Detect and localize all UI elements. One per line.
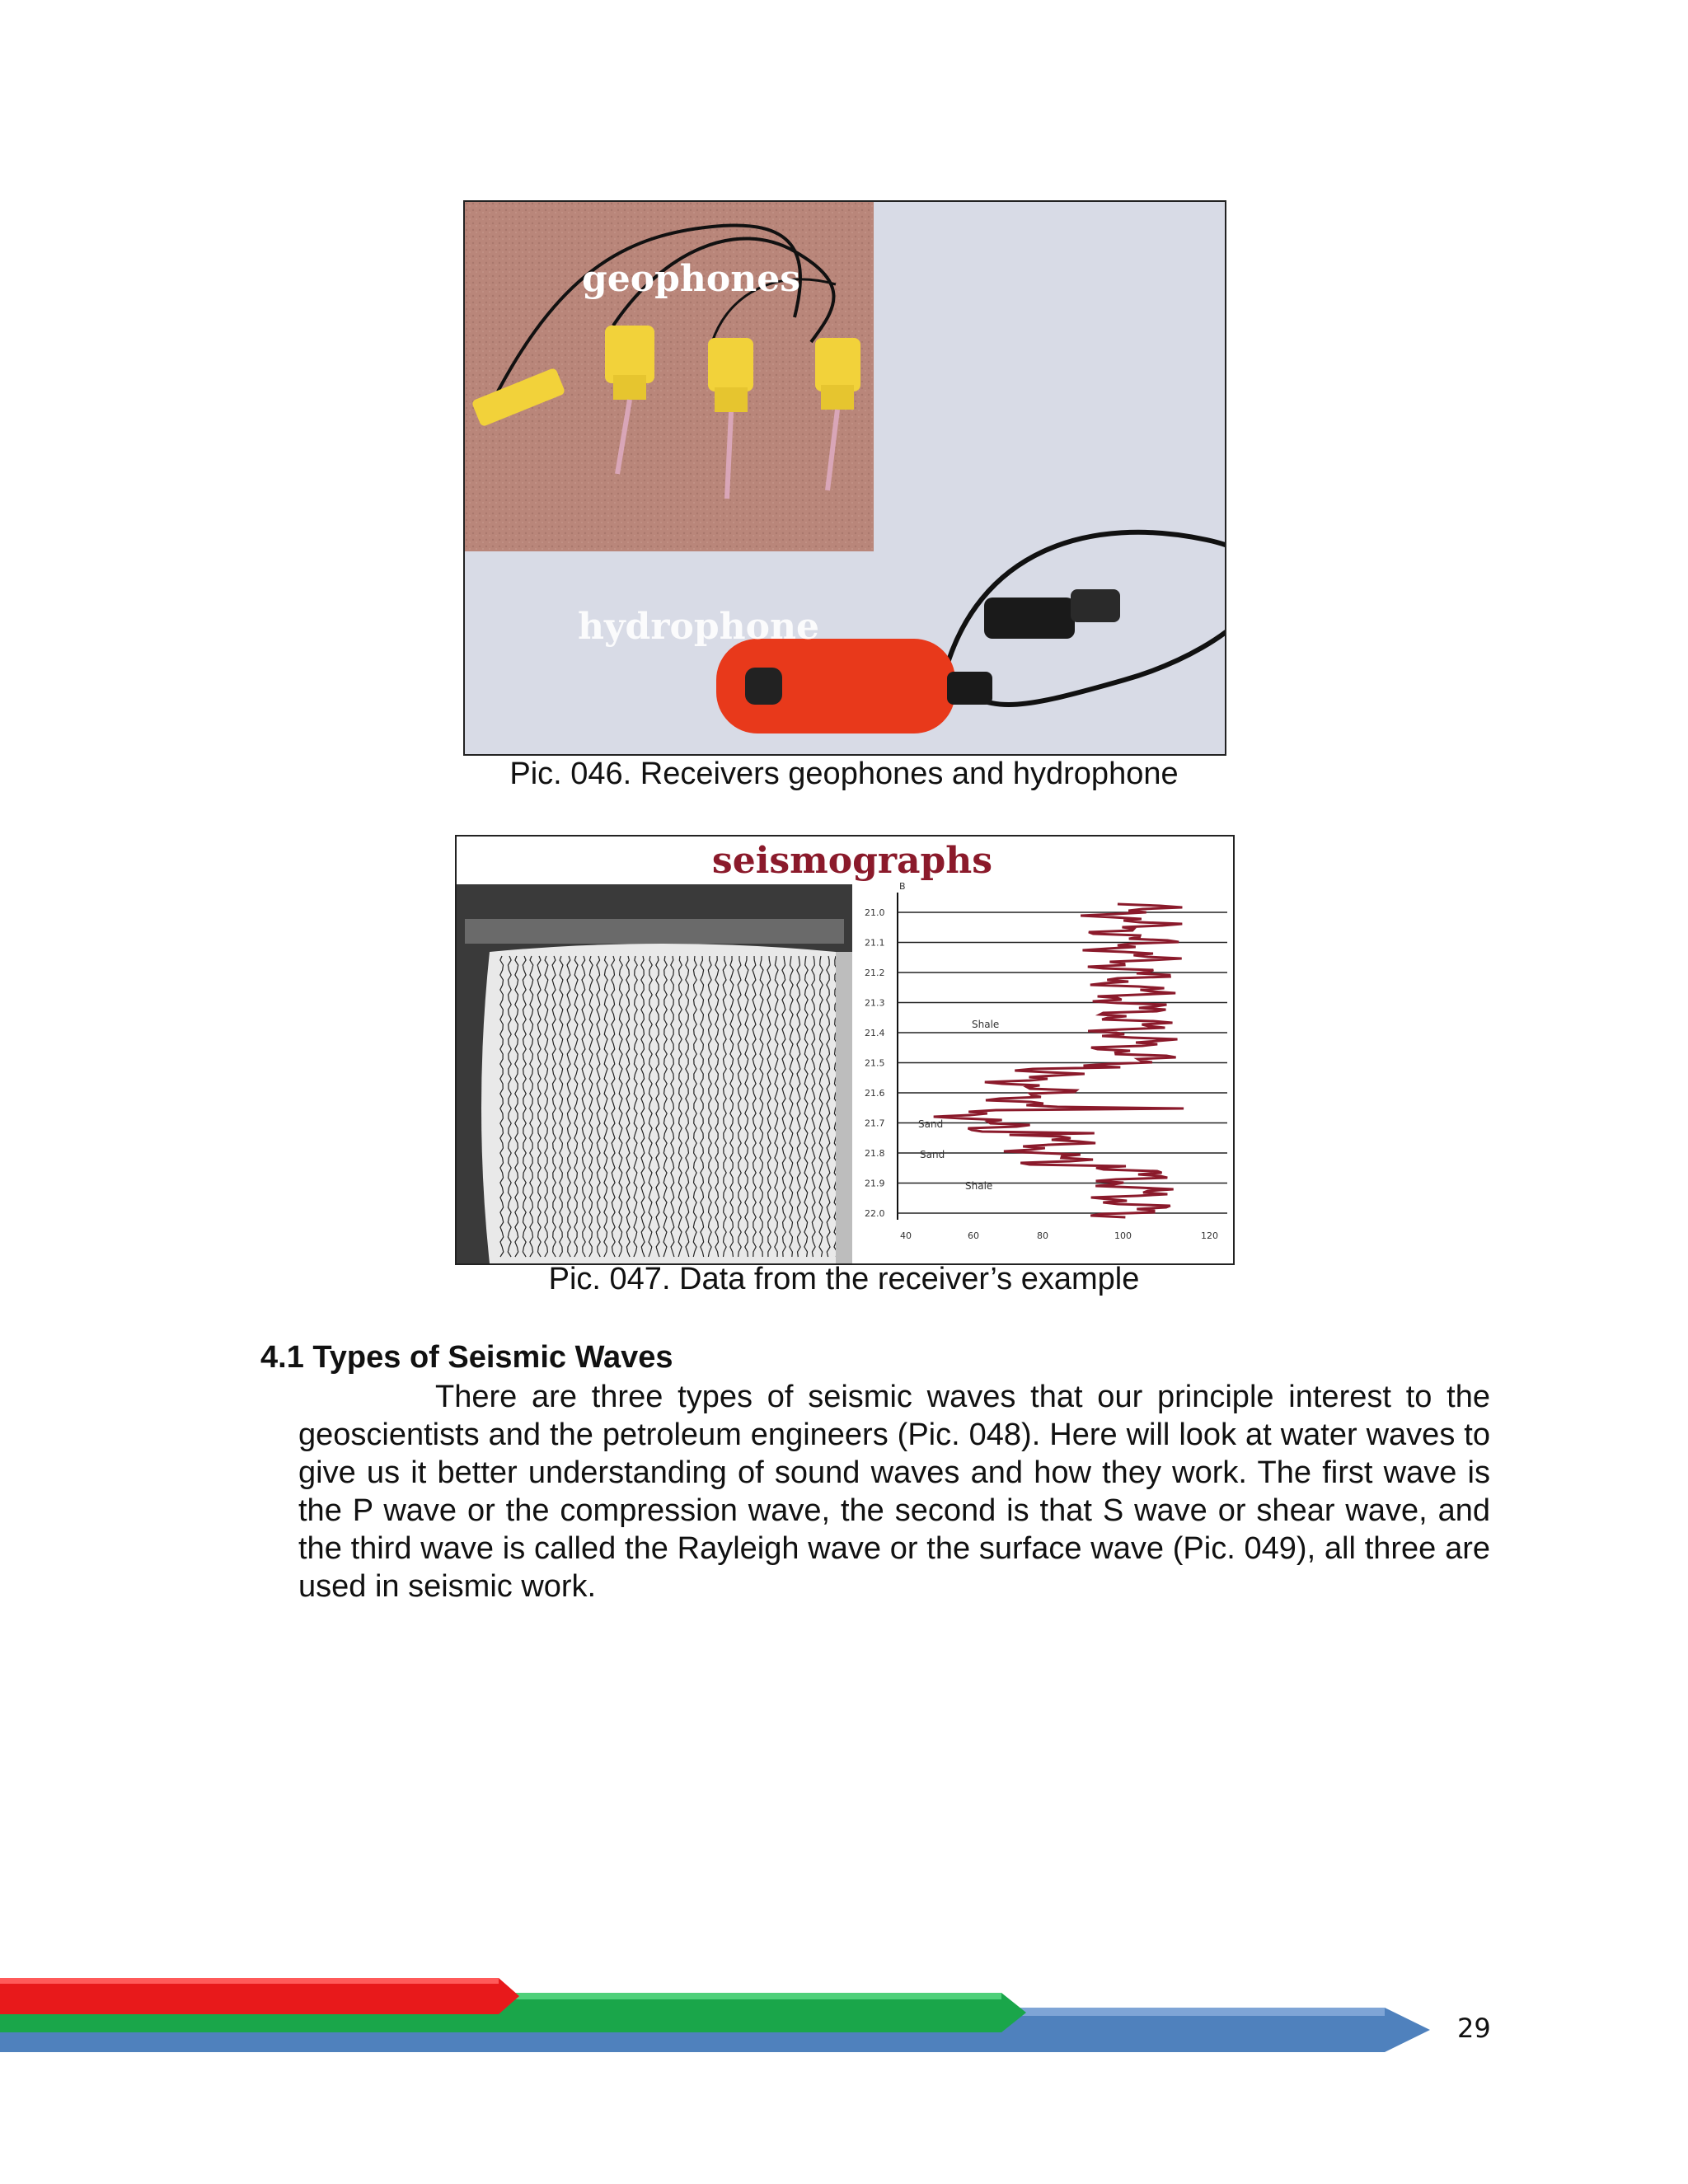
geophones-hydrophone-photo bbox=[463, 200, 1226, 756]
x-tick-label: 40 bbox=[900, 1230, 912, 1241]
footer-decoration bbox=[0, 1970, 1451, 2069]
y-tick-label: 21.7 bbox=[865, 1118, 885, 1129]
y-tick-label: 21.1 bbox=[865, 937, 885, 949]
annotation-sand-1: Sand bbox=[918, 1118, 944, 1130]
annotation-sand-2: Sand bbox=[920, 1149, 945, 1160]
figure-047-caption: Pic. 047. Data from the receiver’s example bbox=[548, 1262, 1140, 1296]
section-heading: 4.1 Types of Seismic Waves bbox=[260, 1340, 673, 1375]
y-tick-label: 21.6 bbox=[865, 1088, 885, 1099]
seismographs-title: seismographs bbox=[711, 840, 993, 882]
x-tick-label: 80 bbox=[1037, 1230, 1048, 1241]
x-tick-label: 100 bbox=[1114, 1230, 1132, 1241]
photo-illustration bbox=[465, 202, 1225, 754]
y-tick-label: 21.4 bbox=[865, 1028, 885, 1038]
page-number: 29 bbox=[1457, 2013, 1491, 2044]
y-tick-label: 21.0 bbox=[865, 907, 885, 918]
annotation-shale-1: Shale bbox=[972, 1019, 1000, 1030]
annotation-shale-2: Shale bbox=[965, 1180, 993, 1192]
x-tick-label: 60 bbox=[968, 1230, 979, 1241]
seismographs-figure bbox=[455, 835, 1235, 1265]
y-tick-label: 21.8 bbox=[865, 1148, 885, 1159]
section-paragraph: There are three types of seismic waves that our principle interest to the geoscientists and the petroleum engineers (Pic. 048). Here will look at water waves to give us it better understanding of sound waves and how they work. The first wave is the P wave or the compression wave, the second is that S wave or shear wave, and the third wave is called the Rayleigh wave or the surface wave (Pic. 049), all three are used in seismic work. bbox=[298, 1380, 1490, 1604]
y-tick-label: 21.5 bbox=[865, 1057, 885, 1069]
x-tick-label: 120 bbox=[1201, 1230, 1218, 1241]
figure-046-caption: Pic. 046. Receivers geophones and hydrophone bbox=[509, 757, 1179, 791]
y-tick-label: 22.0 bbox=[865, 1208, 885, 1219]
y-tick-label: 21.3 bbox=[865, 997, 885, 1009]
seismograph-illustration bbox=[457, 837, 1233, 1263]
seismograph-drum-photo bbox=[457, 884, 852, 1263]
plot-top-label: B bbox=[899, 881, 906, 892]
geophones-label: geophones bbox=[582, 258, 800, 300]
y-tick-label: 21.2 bbox=[865, 968, 885, 978]
y-tick-label: 21.9 bbox=[865, 1178, 885, 1189]
hydrophone-label: hydrophone bbox=[578, 606, 819, 648]
